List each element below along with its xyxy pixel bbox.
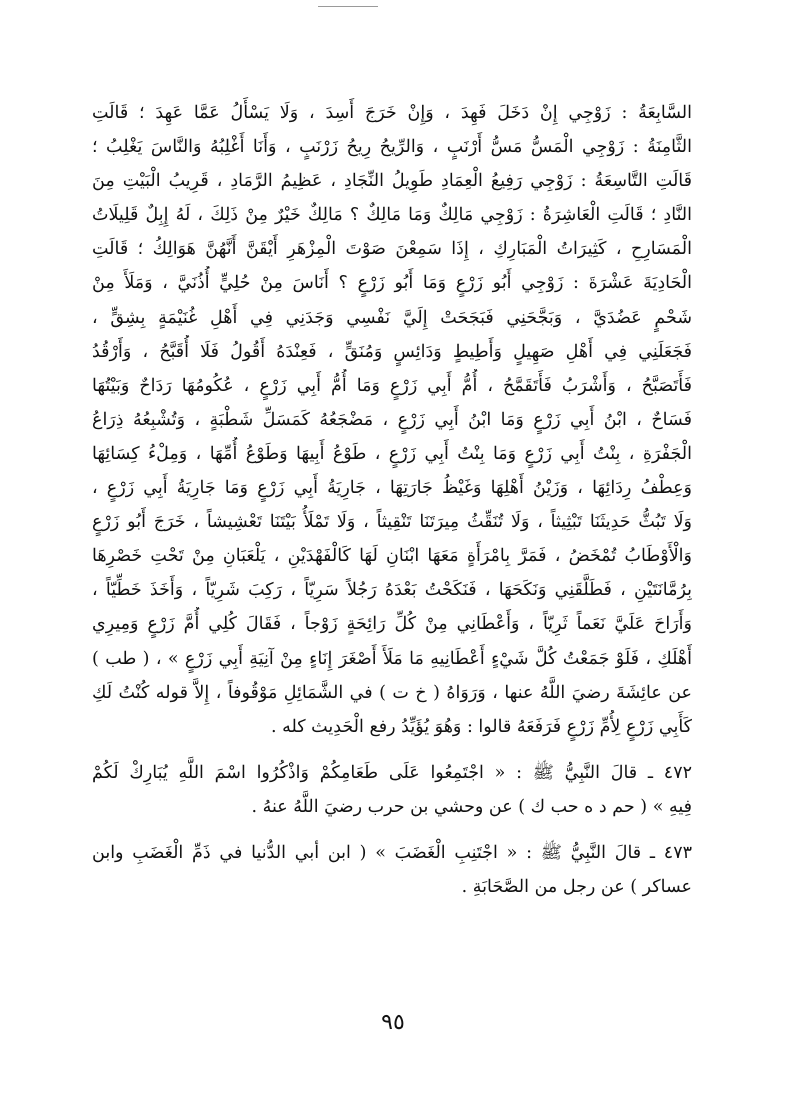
text-line: وَعِطْفُ رِدَائِهَا ، وَزَيْنُ أَهْلِهَا وَغَيْظُ جَارَتِهَا ، جَارِيَةُ أَبِي زَرْعٍ وَمَا جَارِيَةُ أَبِي زَرْعٍ ، xyxy=(92,478,692,499)
text-line: ٤٧٣ ـ قالَ النَّبِيُّ ﷺ : « اجْتَنِبِ الْغَضَبَ » ( ابن أبي الدُّنيا في ذَمِّ الْغَضَبِ وابن xyxy=(92,842,692,863)
top-rule xyxy=(318,6,378,7)
paragraph-gap xyxy=(92,744,692,756)
text-line: عن عائِشَةَ رضيَ اللَّهُ عنها ، وَرَوَاهُ ( خ ت ) في الشَّمَائِلِ مَوْقُوفاً ، إِلاَّ قوله كُنْتُ لَكِ xyxy=(92,682,692,703)
text-line: فِيهِ » ( حم د ه حب ك ) عن وحشي بن حرب رضيَ اللَّهُ عنهُ . xyxy=(251,796,692,817)
text-line: الْحَادِيَةَ عَشْرَةَ : زَوْجِي أَبُو زَرْعٍ وَمَا أَبُو زَرْعٍ ؟ أَنَاسَ مِنْ حُلِيٍّ أُذُنَيَّ ، وَمَلَأَ مِنْ xyxy=(92,273,692,294)
hadith-473 xyxy=(92,836,692,904)
text-line: شَحْمٍ عَضُدَيَّ ، وَبَجَّحَنِي فَبَجَحَتْ إِلَيَّ نَفْسِي وَجَدَنِي فِي أَهْلِ غُنَيْمَةٍ بِشِقٍّ ، xyxy=(92,307,692,328)
text-line: وَالْأَوْطَابُ تُمْخَضُ ، فَمَرَّ بِامْرَأَةٍ مَعَهَا ابْنَانِ لَهَا كَالْفَهْدَيْنِ ، يَلْعَبَانِ مِنْ تَحْتِ خَصْرِهَا xyxy=(92,546,692,567)
page-number: ٩٥ xyxy=(381,1010,405,1035)
page-text xyxy=(92,96,692,904)
text-line: كَأَبِي زَرْعٍ لِأُمِّ زَرْعٍ فَرَفَعَهُ قالوا : وَهُوَ يُؤَيِّدُ رفع الْحَدِيث كله . xyxy=(270,716,692,737)
text-line: فَأَتَصَبَّحُ ، وَأَشْرَبُ فَأَتَقَمَّحُ ، أُمُّ أَبِي زَرْعٍ وَمَا أُمُّ أَبِي زَرْعٍ ، عُكُومُهَا رَدَاحٌ وَبَيْتُهَا xyxy=(92,375,692,396)
text-line: فَسَاحٌ ، ابْنُ أَبِي زَرْعٍ وَمَا ابْنُ أَبِي زَرْعٍ ، مَضْجَعُهُ كَمَسَلِّ شَطْبَةٍ ، وَتُشْبِعُهُ ذِرَاعُ xyxy=(92,409,692,430)
text-line: أَهْلَكِ ، فَلَوْ جَمَعْتُ كُلَّ شَيْءٍ أَعْطَانِيهِ مَا مَلَأَ أَصْغَرَ إِنَاءٍ مِنْ آنِيَةِ أَبِي زَرْعٍ » ، ( طب ) xyxy=(92,648,692,669)
text-line: وَلَا تَبُثُّ حَدِيثَنَا تَبْثِيثاً ، وَلَا تُنَقِّثُ مِيرَتَنَا تَنْقِيثاً ، وَلَا تَمْلَأُ بَيْتَنَا تَعْشِيشاً ، خَرَجَ أَبُو زَرْعٍ xyxy=(92,512,692,533)
paragraph-gap xyxy=(92,824,692,836)
text-line: ٤٧٢ ـ قالَ النَّبِيُّ ﷺ : « اجْتَمِعُوا عَلَى طَعَامِكُمْ وَاذْكُرُوا اسْمَ اللَّهِ يُبَارِكْ لَكُمْ xyxy=(92,762,692,783)
text-line: الثَّامِنَةُ : زَوْجِي الْمَسُّ مَسُّ أَرْنَبٍ ، وَالرِّيحُ رِيحُ زَرْنَبٍ ، وَأَنَا أَغْلِبُهُ وَالنَّاسَ يَغْلِبُ ؛ xyxy=(92,137,692,158)
text-line: فَجَعَلَنِي فِي أَهْلِ صَهِيلٍ وَأَطِيطٍ وَدَائِسٍ وَمُنَقٍّ ، فَعِنْدَهُ أَقُولُ فَلَا أُقَبَّحُ ، وَأَرْقُدُ xyxy=(92,341,692,362)
paragraph-continuation xyxy=(92,96,692,744)
text-line: النَّادِ ؛ قَالَتِ الْعَاشِرَةُ : زَوْجِي مَالِكٌ وَمَا مَالِكٌ ؟ مَالِكٌ خَيْرٌ مِنْ ذَلِكَ ، لَهُ إِبِلٌ قَلِيلَاتُ xyxy=(92,205,692,226)
text-line: بِرُمَّانَتَيْنِ ، فَطَلَّقَنِي وَنَكَحَهَا ، فَنَكَحْتُ بَعْدَهُ رَجُلاً سَرِيّاً ، رَكِبَ شَرِيّاً ، وَأَخَذَ خَطِّيّاً ، xyxy=(92,580,692,601)
text-line: السَّابِعَةُ : زَوْجِي إِنْ دَخَلَ فَهِدَ ، وَإِنْ خَرَجَ أَسِدَ ، وَلَا يَسْأَلُ عَمَّا عَهِدَ ؛ قَالَتِ xyxy=(92,103,692,123)
text-line: الْجَفْرَةِ ، بِنْتُ أَبِي زَرْعٍ وَمَا بِنْتُ أَبِي زَرْعٍ ، طَوْعُ أَبِيهَا وَطَوْعُ أُمِّهَا ، وَمِلْءُ كِسَائِهَا xyxy=(92,443,692,464)
text-line: وَأَرَاحَ عَلَيَّ نَعَماً ثَرِيّاً ، وَأَعْطَانِي مِنْ كُلِّ رَائِحَةٍ زَوْجاً ، فَقَالَ كُلِي أُمَّ زَرْعٍ وَمِيرِي xyxy=(92,614,692,635)
text-line: قَالَتِ التَّاسِعَةُ : زَوْجِي رَفِيعُ الْعِمَادِ طَوِيلُ النِّجَادِ ، عَظِيمُ الرَّمَادِ ، قَرِيبُ الْبَيْتِ مِنَ xyxy=(92,171,692,192)
hadith-472 xyxy=(92,756,692,824)
text-line: عساكر ) عن رجل من الصَّحَابَةِ . xyxy=(461,877,692,898)
text-line: الْمَسَارِحِ ، كَثِيرَاتُ الْمَبَارِكِ ، إِذَا سَمِعْنَ صَوْتَ الْمِزْهَرِ أَيْقَنَّ أَنَّهُنَّ هَوَالِكُ ؛ قَالَتِ xyxy=(92,239,692,260)
